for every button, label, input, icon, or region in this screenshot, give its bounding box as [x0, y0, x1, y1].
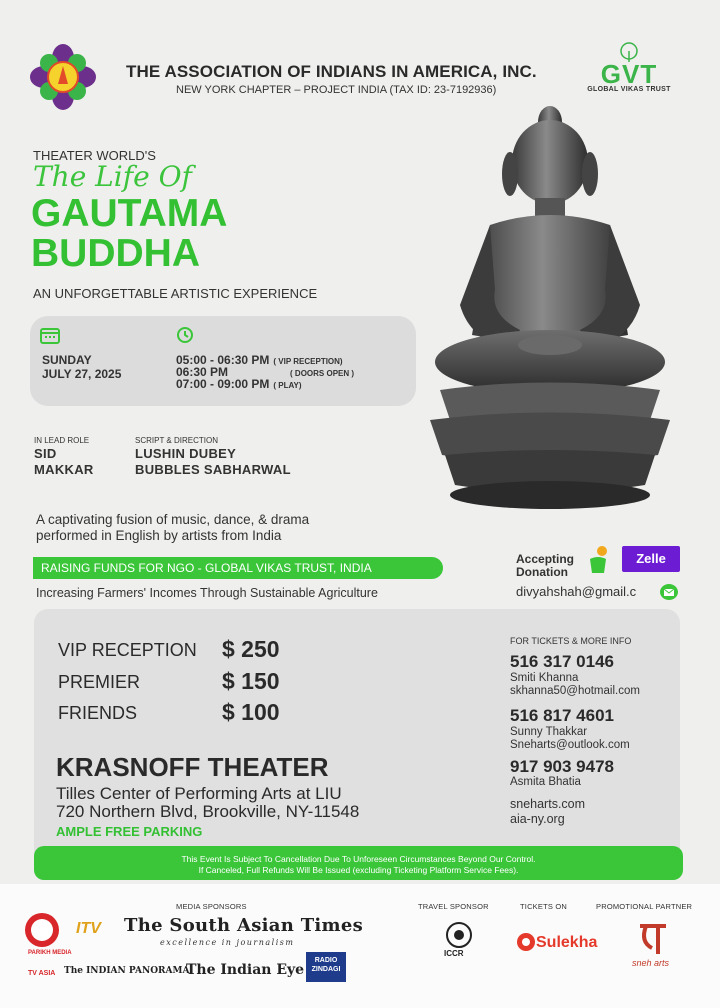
- itv-logo: ITV: [76, 920, 101, 937]
- organization-title: THE ASSOCIATION OF INDIANS IN AMERICA, INC.: [126, 62, 537, 81]
- fundraising-banner: RAISING FUNDS FOR NGO - GLOBAL VIKAS TRUST, INDIA: [33, 557, 443, 579]
- description-line: performed in English by artists from India: [36, 528, 282, 543]
- presenter-label: THEATER WORLD'S: [33, 148, 156, 163]
- contact-email[interactable]: skhanna50@hotmail.com: [510, 685, 640, 697]
- ticket-tier-name: VIP RECEPTION: [58, 640, 197, 660]
- contact-email[interactable]: Sneharts@outlook.com: [510, 739, 630, 751]
- time-note: ( DOORS OPEN ): [290, 369, 355, 378]
- south-asian-times-tagline: excellence in journalism: [160, 938, 295, 947]
- director-label: SCRIPT & DIRECTION: [135, 436, 218, 445]
- time-row: [176, 377, 302, 391]
- zelle-button[interactable]: Zelle: [622, 546, 680, 572]
- director-name-1: LUSHIN DUBEY: [135, 446, 237, 461]
- parikh-media-logo: [24, 912, 60, 948]
- promo-partner-label: PROMOTIONAL PARTNER: [596, 902, 693, 911]
- ticket-tier-price: $ 100: [222, 699, 280, 725]
- time-value: 05:00 - 06:30 PM: [176, 353, 270, 367]
- donation-label-line2: Donation: [516, 565, 568, 579]
- notice-line: If Canceled, Full Refunds Will Be Issued (excluding Ticketing Platform Service Fees).: [198, 865, 519, 875]
- lead-actor-last: MAKKAR: [34, 462, 94, 477]
- media-sponsors-label: MEDIA SPONSORS: [176, 902, 247, 911]
- lead-role-label: IN LEAD ROLE: [34, 436, 90, 445]
- fundraising-subtitle: Increasing Farmers' Incomes Through Sustainable Agriculture: [36, 586, 378, 600]
- show-description: [36, 512, 309, 544]
- ticket-tier-price: $ 250: [222, 636, 280, 662]
- contact-phone[interactable]: 516 817 4601: [510, 706, 614, 725]
- iccr-emblem-icon: [446, 922, 472, 948]
- clock-icon: [176, 326, 194, 344]
- event-date: JULY 27, 2025: [42, 367, 122, 381]
- parikh-media-text: PARIKH MEDIA: [28, 950, 72, 956]
- indian-eye-logo: The Indian Eye: [186, 962, 305, 978]
- website-link[interactable]: aia-ny.org: [510, 812, 565, 826]
- show-title-line2: BUDDHA: [31, 232, 200, 275]
- sulekha-icon: [516, 932, 536, 952]
- organization-subtitle: NEW YORK CHAPTER – PROJECT INDIA (TAX ID: 23-7192936): [176, 84, 497, 96]
- south-asian-times-logo: The South Asian Times: [124, 915, 364, 936]
- time-value: 07:00 - 09:00 PM: [176, 377, 270, 391]
- parking-note: AMPLE FREE PARKING: [56, 824, 203, 839]
- time-note: ( VIP RECEPTION): [273, 357, 343, 366]
- lead-actor-first: SID: [34, 446, 57, 461]
- venue-address-line: 720 Northern Blvd, Brookville, NY-11548: [56, 802, 360, 821]
- venue-address-line: Tilles Center of Performing Arts at LIU: [56, 784, 342, 803]
- ticket-tier-name: PREMIER: [58, 672, 141, 692]
- contact-name: Sunny Thakkar: [510, 726, 588, 738]
- website-link[interactable]: sneharts.com: [510, 797, 586, 811]
- sulekha-logo[interactable]: Sulekha: [536, 934, 598, 951]
- contact-name: Smiti Khanna: [510, 672, 579, 684]
- contact-phone[interactable]: 917 903 9478: [510, 757, 614, 776]
- notice-line: This Event Is Subject To Cancellation Due To Unforeseen Circumstances Beyond Our Control.: [181, 854, 536, 864]
- show-title: [31, 194, 227, 274]
- aia-emblem-logo: [30, 44, 96, 110]
- event-day: SUNDAY: [42, 353, 92, 367]
- director-names: [135, 446, 291, 478]
- donation-label: [516, 553, 574, 579]
- gvt-logo-subtitle: GLOBAL VIKAS TRUST: [587, 86, 671, 93]
- lead-actor-name: [34, 446, 94, 478]
- ticket-tier-name: FRIENDS: [58, 703, 138, 723]
- gvt-logo-text: GVT: [600, 59, 658, 89]
- description-line: A captivating fusion of music, dance, & drama: [36, 512, 310, 527]
- tickets-on-label: TICKETS ON: [520, 902, 568, 911]
- tv-asia-logo: TV ASIA: [28, 970, 56, 977]
- cancellation-notice: [34, 846, 683, 880]
- contact-name: Asmita Bhatia: [510, 776, 581, 788]
- contact-phone[interactable]: 516 317 0146: [510, 652, 614, 671]
- sneh-arts-icon: [636, 918, 670, 958]
- travel-sponsor-label: TRAVEL SPONSOR: [418, 902, 489, 911]
- iccr-logo-text: ICCR: [444, 949, 464, 958]
- show-title-line1: GAUTAMA: [31, 192, 228, 235]
- donation-email[interactable]: divyahshah@gmail.c: [516, 584, 637, 599]
- schedule-panel: [30, 316, 416, 406]
- director-name-2: BUBBLES SABHARWAL: [135, 462, 291, 477]
- time-note: ( PLAY): [273, 381, 302, 390]
- buddha-statue-image: [400, 100, 700, 520]
- indian-panorama-logo: The INDIAN PANORAMA: [64, 966, 190, 976]
- title-script: The Life Of: [33, 160, 192, 193]
- sneh-arts-logo: sneh arts: [632, 958, 670, 968]
- ticket-tier-price: $ 150: [222, 668, 280, 694]
- radio-zindagi-logo: RADIO ZINDAGI: [306, 952, 346, 982]
- donation-jar-icon: [584, 545, 612, 575]
- time-value: 06:30 PM: [176, 365, 229, 379]
- show-tagline: AN UNFORGETTABLE ARTISTIC EXPERIENCE: [33, 286, 318, 301]
- ticket-info-label: FOR TICKETS & MORE INFO: [510, 636, 632, 646]
- calendar-icon: [40, 326, 60, 344]
- venue-name: KRASNOFF THEATER: [56, 752, 329, 782]
- mail-icon: [660, 584, 678, 600]
- donation-label-line1: Accepting: [516, 552, 575, 566]
